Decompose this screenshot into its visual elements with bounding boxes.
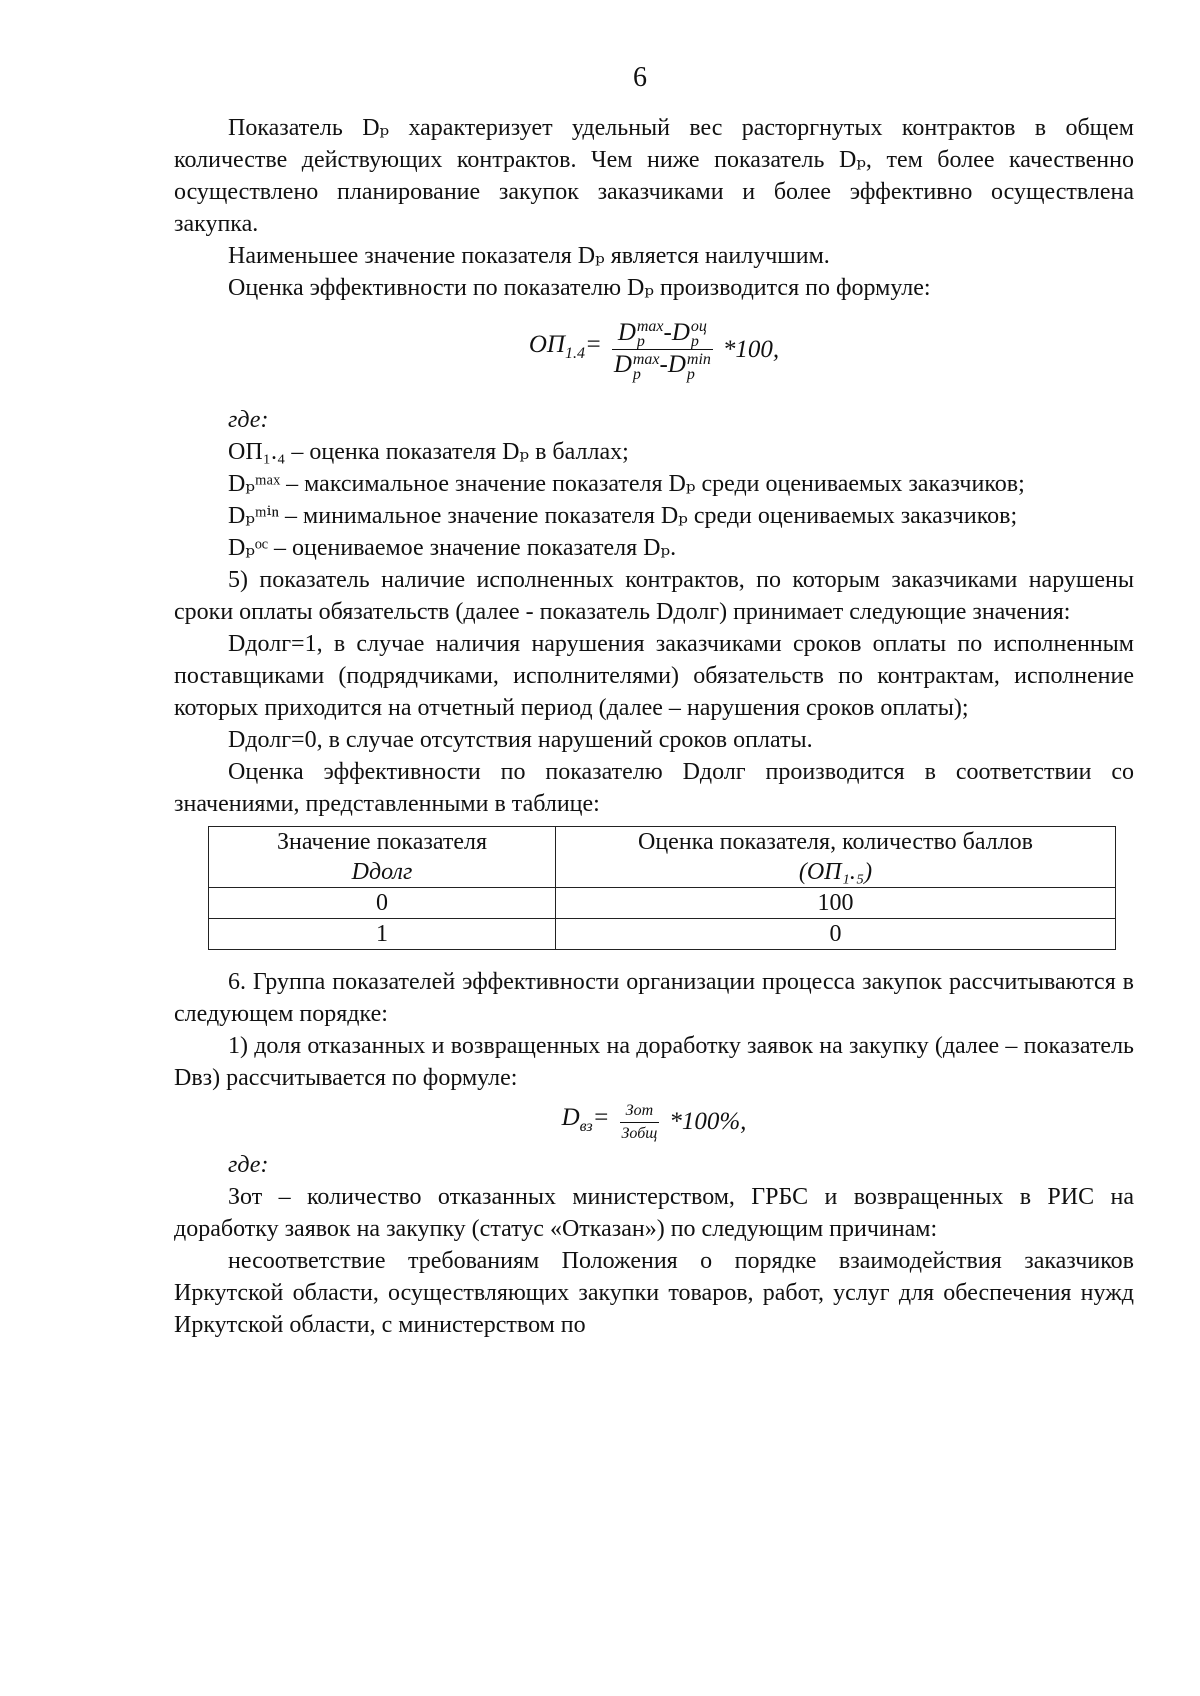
definition-dp-max: Dₚᵐᵃˣ – максимальное значение показателя Dₚ среди оцениваемых заказчиков;	[228, 470, 1025, 497]
formula-lhs: $ОП_{1.4}=$	[528, 331, 602, 363]
score-table	[208, 826, 1116, 950]
paragraph-table-intro: Оценка эффективности по показателю Dдолг производится в соответствии со значениями, представленными в таблице:	[174, 758, 1134, 817]
definition-dp-min: Dₚᵐⁱⁿ – минимальное значение показателя Dₚ среди оцениваемых заказчиков;	[228, 502, 1018, 529]
table-cell: 100	[556, 887, 1116, 918]
definition-dp-oc: Dₚᵒᶜ – оцениваемое значение показателя Dₚ.	[228, 534, 677, 561]
paragraph-zot-definition: Зот – количество отказанных министерством, ГРБС и возвращенных в РИС на доработку заявок на закупку (статус «Отказан») по следующим причинам:	[174, 1183, 1134, 1242]
formula-dvz	[174, 1100, 1134, 1145]
paragraph-dp-formula-intro: Оценка эффективности по показателю Dₚ производится по формуле:	[228, 275, 931, 301]
table-header-value: Значение показателя Dдолг	[209, 826, 556, 887]
formula-dvz-tail: *100%,	[669, 1108, 747, 1136]
formula-dvz-denominator: Зобщ	[621, 1124, 658, 1142]
table-row	[209, 887, 1116, 918]
formula-tail: *100,	[722, 335, 780, 363]
formula-denominator: D max p -D min p	[613, 350, 711, 383]
paragraph-ddolg-1: Dдолг=1, в случае наличия нарушения заказчиками сроков оплаты по исполненным поставщиками (подрядчиками, исполнителями) обязательств по контрактам, исполнение которых приходится на отчетный период (далее – нарушения сроков оплаты);	[174, 630, 1134, 721]
document-body	[174, 112, 1134, 1341]
table-cell: 0	[209, 887, 556, 918]
where-label-1: где:	[228, 406, 269, 433]
definition-op-1-4: ОП₁.₄ – оценка показателя Dₚ в баллах;	[228, 438, 629, 465]
formula-dvz-lhs: $D_{вз}=$	[561, 1103, 610, 1135]
table-header-row	[209, 826, 1116, 887]
table-cell: 0	[556, 918, 1116, 949]
paragraph-reason: несоответствие требованиям Положения о порядке взаимодействия заказчиков Иркутской области, осуществляющих закупки товаров, работ, услуг для обеспечения нужд Иркутской области, с министерством по	[174, 1247, 1134, 1338]
formula-op-1-4	[174, 318, 1134, 382]
table-cell: 1	[209, 918, 556, 949]
formula-fraction	[608, 318, 717, 382]
paragraph-item-6: 6. Группа показателей эффективности организации процесса закупок рассчитываются в следующем порядке:	[174, 968, 1134, 1027]
paragraph-item-5: 5) показатель наличие исполненных контрактов, по которым заказчиками нарушены сроки оплаты обязательств (далее - показатель Dдолг) принимает следующие значения:	[174, 566, 1134, 625]
table-header-score: Оценка показателя, количество баллов (ОП₁.₅)	[556, 826, 1116, 887]
paragraph-dp-best: Наименьшее значение показателя Dₚ является наилучшим.	[228, 243, 830, 269]
formula-numerator: D max p -D оц p	[612, 318, 713, 350]
paragraph-dvz-intro: 1) доля отказанных и возвращенных на доработку заявок на закупку (далее – показатель Dвз) рассчитывается по формуле:	[174, 1032, 1134, 1091]
paragraph-ddolg-0: Dдолг=0, в случае отсутствия нарушений сроков оплаты.	[228, 726, 813, 753]
paragraph-dp-description: Показатель Dₚ характеризует удельный вес расторгнутых контрактов в общем количестве действующих контрактов. Чем ниже показатель Dₚ, тем более качественно осуществлено планирование закупок заказчиками и более эффективно осуществлена закупка.	[174, 115, 1134, 237]
where-label-2: где:	[228, 1151, 269, 1178]
table-row	[209, 918, 1116, 949]
formula-dvz-fraction	[616, 1100, 664, 1145]
page-number: 6	[633, 62, 647, 93]
formula-dvz-numerator: Зот	[620, 1100, 659, 1123]
